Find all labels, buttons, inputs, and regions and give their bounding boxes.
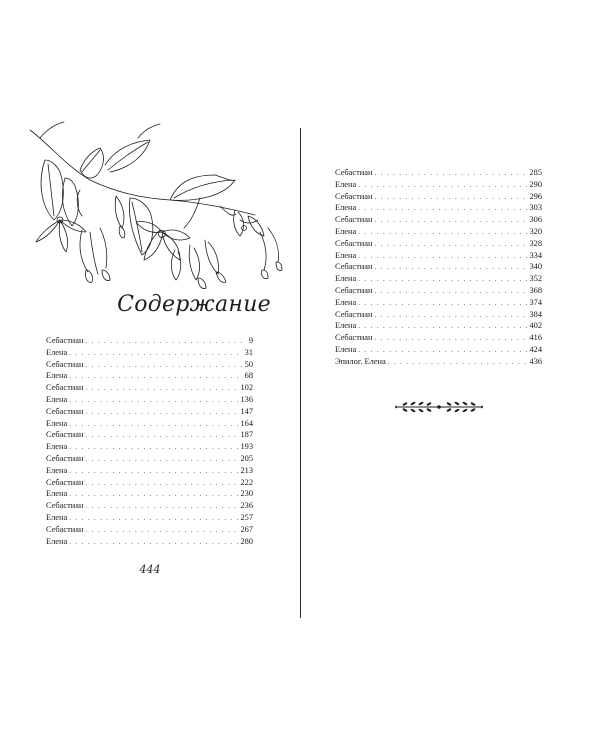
toc-entry-page: 164 (240, 418, 253, 428)
toc-entry-page: 328 (529, 238, 542, 248)
toc-entry-page: 68 (244, 371, 253, 381)
toc-entry-page: 384 (529, 309, 542, 319)
toc-entry-title: Елена (46, 489, 68, 499)
toc-entry[interactable] (335, 250, 542, 262)
toc-entry[interactable] (46, 359, 253, 371)
toc-leader-dots (358, 227, 527, 238)
toc-entry-title: Себастиан (46, 430, 84, 440)
toc-entry-page: 368 (529, 285, 542, 295)
toc-entry-title: Елена (46, 418, 68, 428)
toc-entry-title: Елена (335, 203, 357, 213)
right-page (300, 0, 600, 750)
toc-leader-dots (85, 430, 238, 441)
toc-entry[interactable] (335, 309, 542, 321)
toc-leader-dots (374, 192, 527, 203)
toc-entry-title: Себастиан (46, 453, 84, 463)
toc-entry-page: 306 (529, 215, 542, 225)
toc-entry[interactable] (46, 394, 253, 406)
toc-leader-dots (69, 489, 238, 500)
toc-leader-dots (85, 478, 238, 489)
toc-entry-title: Елена (46, 512, 68, 522)
toc-entry[interactable] (335, 320, 542, 332)
toc-entry-page: 424 (529, 344, 542, 354)
toc-leader-dots (69, 348, 242, 359)
toc-list-left (46, 335, 253, 547)
toc-entry-title: Себастиан (335, 191, 373, 201)
toc-entry[interactable] (335, 202, 542, 214)
toc-leader-dots (358, 274, 527, 285)
toc-entry-page: 285 (529, 168, 542, 177)
toc-entry-title: Себастиан (335, 285, 373, 295)
toc-entry-title: Себастиан (335, 333, 373, 343)
laurel-divider-ornament (393, 399, 485, 415)
toc-entry-page: 236 (240, 501, 253, 511)
toc-leader-dots (69, 466, 238, 477)
toc-entry[interactable] (46, 536, 253, 548)
toc-entry[interactable] (335, 356, 542, 368)
toc-entry[interactable] (46, 465, 253, 477)
toc-leader-dots (69, 537, 238, 548)
toc-entry-title: Себастиан (46, 477, 84, 487)
toc-leader-dots (358, 298, 527, 309)
toc-leader-dots (388, 357, 528, 368)
toc-entry[interactable] (335, 226, 542, 238)
toc-entry-page: 136 (240, 394, 253, 404)
toc-entry-page: 147 (240, 406, 253, 416)
toc-entry-title: Себастиан (335, 262, 373, 272)
toc-leader-dots (374, 286, 527, 297)
toc-leader-dots (374, 168, 527, 179)
toc-leader-dots (69, 513, 238, 524)
toc-entry-title: Елена (335, 321, 357, 331)
toc-entry-title: Себастиан (335, 238, 373, 248)
toc-entry-title: Елена (46, 465, 68, 475)
toc-entry-title: Эпилог. Елена (335, 356, 386, 366)
toc-leader-dots (85, 454, 238, 465)
toc-entry-page: 102 (240, 383, 253, 393)
toc-entry[interactable] (46, 441, 253, 453)
toc-entry[interactable] (46, 524, 253, 536)
toc-entry[interactable] (335, 273, 542, 285)
toc-leader-dots (69, 442, 238, 453)
toc-leader-dots (85, 525, 238, 536)
toc-entry-title: Елена (46, 347, 68, 357)
toc-entry-page: 222 (240, 477, 253, 487)
toc-entry[interactable] (46, 488, 253, 500)
toc-entry-page: 267 (240, 524, 253, 534)
toc-entry-page: 374 (529, 297, 542, 307)
toc-entry-page: 187 (240, 430, 253, 440)
toc-entry-title: Елена (46, 442, 68, 452)
toc-entry-page: 31 (244, 347, 253, 357)
toc-entry[interactable] (46, 418, 253, 430)
toc-entry-page: 205 (240, 453, 253, 463)
toc-leader-dots (69, 371, 242, 382)
toc-entry-title: Себастиан (46, 501, 84, 511)
toc-entry-title: Елена (335, 297, 357, 307)
toc-leader-dots (374, 262, 527, 273)
toc-entry-title: Елена (335, 274, 357, 284)
toc-entry[interactable] (335, 214, 542, 226)
toc-entry-title: Себастиан (46, 524, 84, 534)
toc-entry-page: 402 (529, 321, 542, 331)
toc-entry-title: Себастиан (46, 383, 84, 393)
toc-entry-title: Себастиан (335, 309, 373, 319)
toc-entry[interactable] (335, 285, 542, 297)
toc-entry[interactable] (46, 500, 253, 512)
toc-entry-title: Себастиан (335, 215, 373, 225)
toc-entry-page: 296 (529, 191, 542, 201)
toc-leader-dots (85, 360, 242, 371)
toc-entry-title: Себастиан (46, 336, 84, 345)
toc-leader-dots (374, 333, 527, 344)
toc-entry-title: Себастиан (335, 168, 373, 177)
toc-entry-title: Елена (46, 536, 68, 546)
toc-title: Содержание (117, 292, 271, 317)
toc-entry-page: 436 (529, 356, 542, 366)
toc-entry-title: Елена (46, 394, 68, 404)
toc-entry-title: Себастиан (46, 359, 84, 369)
toc-leader-dots (358, 251, 527, 262)
toc-leader-dots (374, 310, 527, 321)
toc-entry[interactable] (335, 179, 542, 191)
toc-entry-page: 303 (529, 203, 542, 213)
toc-entry[interactable] (46, 406, 253, 418)
toc-entry[interactable] (335, 332, 542, 344)
toc-entry-title: Елена (335, 250, 357, 260)
toc-entry[interactable] (46, 453, 253, 465)
toc-entry-page: 352 (529, 274, 542, 284)
toc-leader-dots (374, 239, 527, 250)
toc-entry[interactable] (46, 429, 253, 441)
toc-leader-dots (374, 215, 527, 226)
toc-entry-page: 230 (240, 489, 253, 499)
page-number: 444 (139, 563, 161, 576)
toc-entry-page: 340 (529, 262, 542, 272)
toc-entry-title: Елена (46, 371, 68, 381)
toc-entry[interactable] (335, 297, 542, 309)
toc-entry-page: 9 (248, 336, 253, 345)
toc-leader-dots (358, 203, 527, 214)
toc-entry-page: 320 (529, 226, 542, 236)
toc-entry[interactable] (46, 512, 253, 524)
toc-entry-page: 416 (529, 333, 542, 343)
toc-leader-dots (358, 345, 527, 356)
toc-entry[interactable] (335, 261, 542, 273)
toc-entry[interactable] (46, 370, 253, 382)
toc-entry-page: 257 (240, 512, 253, 522)
toc-entry[interactable] (335, 191, 542, 203)
toc-leader-dots (85, 501, 238, 512)
toc-entry[interactable] (46, 335, 253, 347)
toc-entry[interactable] (46, 347, 253, 359)
toc-entry[interactable] (335, 344, 542, 356)
toc-entry-title: Елена (335, 179, 357, 189)
toc-leader-dots (69, 419, 238, 430)
toc-entry-page: 280 (240, 536, 253, 546)
toc-entry-title: Елена (335, 344, 357, 354)
toc-leader-dots (85, 383, 238, 394)
toc-entry-title: Себастиан (46, 406, 84, 416)
toc-entry-page: 193 (240, 442, 253, 452)
floral-branch-illustration (20, 120, 290, 310)
toc-entry-page: 334 (529, 250, 542, 260)
toc-entry[interactable] (335, 167, 542, 179)
toc-leader-dots (358, 321, 527, 332)
toc-entry-page: 50 (244, 359, 253, 369)
toc-leader-dots (69, 395, 238, 406)
toc-leader-dots (358, 180, 527, 191)
toc-entry[interactable] (46, 477, 253, 489)
toc-leader-dots (85, 407, 238, 418)
toc-leader-dots (85, 336, 246, 347)
toc-entry-title: Елена (335, 226, 357, 236)
toc-entry[interactable] (46, 382, 253, 394)
toc-entry[interactable] (335, 238, 542, 250)
toc-entry-page: 213 (240, 465, 253, 475)
toc-entry-page: 290 (529, 179, 542, 189)
toc-list-right (335, 167, 542, 368)
